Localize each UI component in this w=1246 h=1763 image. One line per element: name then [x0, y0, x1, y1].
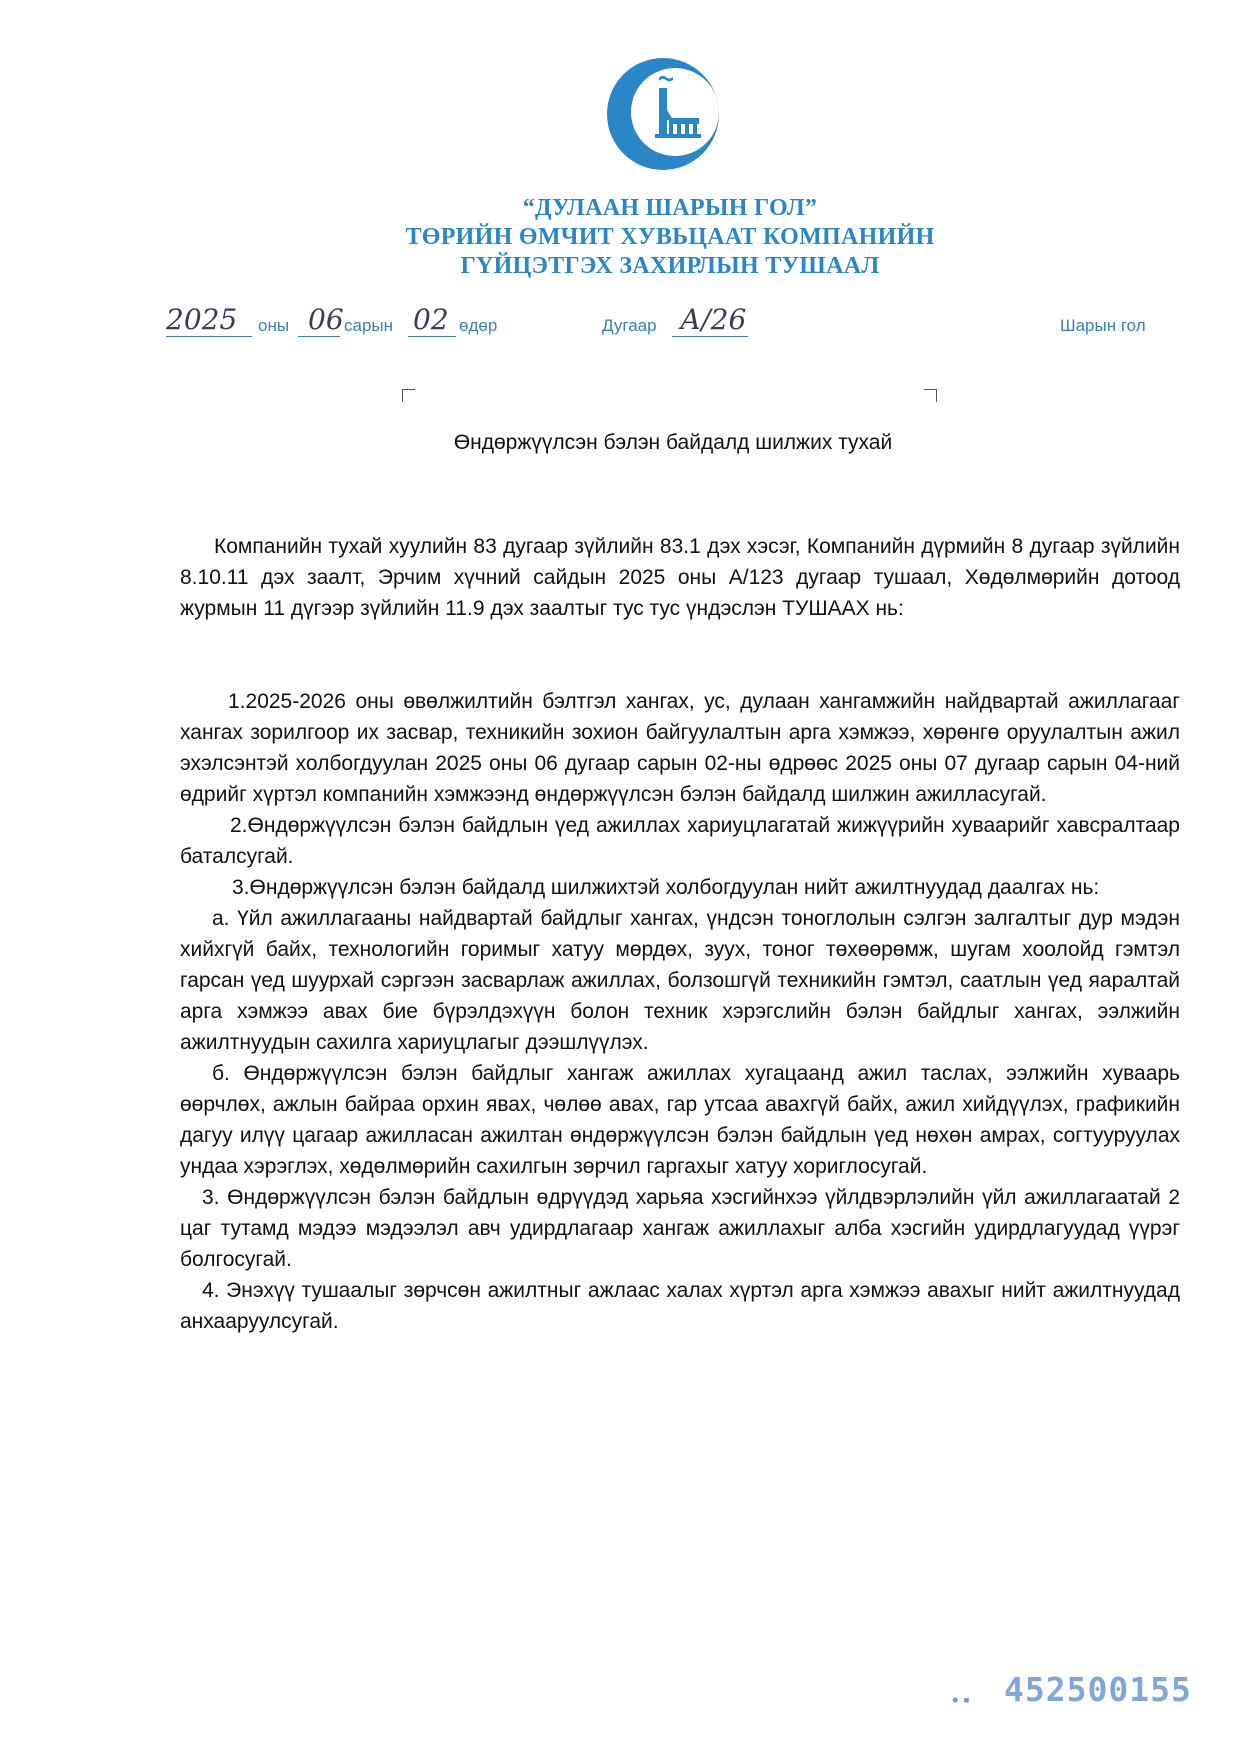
- place-name: Шарын гол: [1060, 316, 1146, 335]
- org-name-line1: “ДУЛААН ШАРЫН ГОЛ”: [522, 195, 818, 221]
- order-item-1: 1.2025-2026 оны өвөлжилтийн бэлтгэл хангах, ус, дулаан хангамжийн найдвартай ажиллагааг хангах зорилгоор их засвар, техникийн зохион байгуулалтын арга хэмжээ, хөрөнгө оруулалтын ажил эхэлсэнтэй холбогдуулан 2025 оны 06 дугаар сарын 02-ны өдрөөс 2025 оны 07 дугаар сарын 04-ний өдрийг хүртэл компанийн хэмжээнд өндөржүүлсэн бэлэн байдалд шилжин ажилласугай.: [180, 690, 1180, 806]
- order-item-4: 4. Энэхүү тушаалыг зөрчсөн ажилтныг ажлаас халах хүртэл арга хэмжээ авахыг нийт ажилтнуудад анхааруулсугай.: [180, 1279, 1180, 1333]
- document-type-title: ГҮЙЦЭТГЭХ ЗАХИРЛЫН ТУШААЛ: [460, 253, 880, 279]
- stamp-dots: • ▪: [952, 1690, 970, 1710]
- date-month: 06: [308, 303, 344, 336]
- preamble-paragraph: Компанийн тухай хуулийн 83 дугаар зүйлийн 83.1 дэх хэсэг, Компанийн дүрмийн 8 дугаар зүйлийн 8.10.11 дэх заалт, Эрчим хүчний сайдын 2025 оны А/123 дугаар тушаал, Хөдөлмөрийн дотоод журмын 11 дүгээр зүйлийн 11.9 дэх заалтыг тус тус үндэслэн ТУШААХ нь:: [180, 535, 1180, 620]
- document-body: [180, 531, 1180, 624]
- date-year: 2025: [166, 303, 238, 336]
- company-logo: [603, 58, 733, 170]
- order-items: [180, 686, 1180, 1337]
- order-item-2: 2.Өндөржүүлсэн бэлэн байдлын үед ажиллах хариуцлагатай жижүүрийн хуваарийг хавсралтаар баталсугай.: [180, 814, 1180, 868]
- date-day: 02: [413, 303, 449, 336]
- number-label: Дугаар: [602, 316, 657, 335]
- document-subject: Өндөржүүлсэн бэлэн байдалд шилжих тухай: [453, 431, 893, 454]
- order-item-3a: а. Үйл ажиллагааны найдвартай байдлыг хангах, үндсэн тоноглолын сэлгэн залгалтыг дур мэдэн хийхгүй байх, технологийн горимыг хатуу мөрдөх, зуух, тоног төхөөрөмж, шугам хоолойд гэмтэл гарсан үед шуурхай сэргээн засварлаж ажиллах, болзошгүй техникийн гэмтэл, саатлын үед яаралтай арга хэмжээ авах бие бүрэлдэхүүн болон техник хэрэгслийн бэлэн байдлыг хангах, ээлжийн ажилтнуудын сахилга хариуцлагыг дээшлүүлэх.: [180, 907, 1180, 1054]
- order-item-3: 3.Өндөржүүлсэн бэлэн байдалд шилжихтэй холбогдуулан нийт ажилтнуудад даалгах нь:: [232, 876, 1100, 899]
- date-number-row: [0, 303, 1246, 346]
- month-label: сарын: [344, 316, 394, 335]
- org-name-line2: ТӨРИЙН ӨМЧИТ ХУВЬЦААТ КОМПАНИЙН: [405, 224, 935, 250]
- subject-bracket-left: [402, 389, 415, 402]
- order-item-3-repeat: 3. Өндөржүүлсэн бэлэн байдлын өдрүүдэд харьяа хэсгийнхээ үйлдвэрлэлийн үйл ажиллагаатай 2 цаг тутамд мэдээ мэдээлэл авч удирдлагаар хангаж ажиллахыг алба хэсгийн удирдлагуудад үүрэг болгосугай.: [180, 1186, 1180, 1271]
- day-label: өдөр: [459, 316, 498, 335]
- registration-stamp-number: 452500155: [1004, 1670, 1192, 1709]
- order-number: А/26: [680, 303, 747, 336]
- year-label: оны: [258, 316, 290, 335]
- order-item-3b: б. Өндөржүүлсэн бэлэн байдлыг хангаж ажиллах хугацаанд ажил таслах, ээлжийн хуваарь өөрчлөх, ажлын байраа орхин явах, чөлөө авах, гар утсаа авахгүй байх, ажил хийдүүлэх, графикийн дагуу илүү цагаар ажилласан ажилтан өндөржүүлсэн бэлэн байдлын үед нөхөн амрах, согтууруулах ундаа хэрэглэх, хөдөлмөрийн сахилгын зөрчил гаргахыг хатуу хориглосугай.: [180, 1062, 1180, 1178]
- subject-bracket-right: [924, 389, 937, 402]
